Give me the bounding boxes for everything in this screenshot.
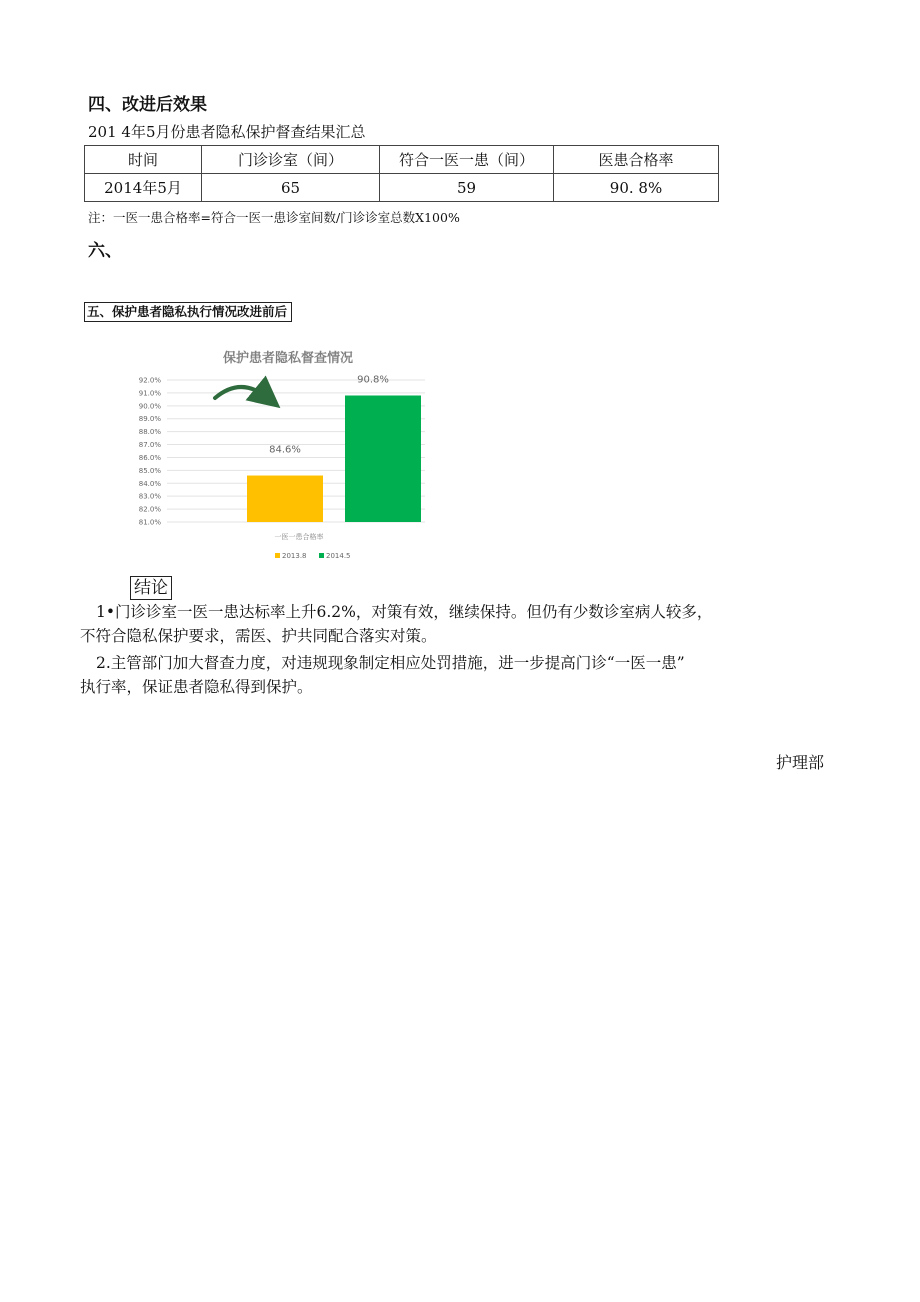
y-tick-label: 84.0% — [138, 479, 161, 488]
privacy-bar-chart — [125, 340, 445, 568]
conclusion-p1-line2: 不符合隐私保护要求，需医、护共同配合落实对策。 — [80, 627, 437, 645]
table-cell: 59 — [380, 174, 554, 202]
table-header-cell: 医患合格率 — [554, 146, 719, 174]
conclusion-p2-line1: 2.主管部门加大督查力度，对违规现象制定相应处罚措施，进一步提高门诊“一医一患” — [96, 654, 685, 672]
y-tick-label: 91.0% — [138, 389, 161, 398]
legend-swatch — [275, 553, 280, 558]
y-tick-label: 86.0% — [138, 453, 161, 462]
y-tick-label: 89.0% — [138, 415, 161, 424]
legend-swatch — [319, 553, 324, 558]
conclusion-paragraph-2 — [80, 651, 840, 699]
y-tick-label: 92.0% — [138, 376, 161, 385]
bar-2013.8 — [247, 476, 323, 522]
section-6-title: 六、 — [88, 241, 122, 261]
signature: 护理部 — [776, 753, 825, 772]
bar-2014.5 — [345, 395, 421, 522]
table-cell: 65 — [202, 174, 380, 202]
conclusion-paragraph-1 — [80, 600, 840, 648]
y-tick-label: 87.0% — [138, 441, 161, 450]
table-row — [85, 174, 719, 202]
section-5-title: 五、保护患者隐私执行情况改进前后 — [84, 302, 292, 322]
chart-bars — [247, 374, 421, 522]
table-note: 注：一医一患合格率=符合一医一患诊室间数/门诊诊室总数X100% — [88, 210, 460, 225]
y-tick-label: 82.0% — [138, 505, 161, 514]
table-cell: 90. 8% — [554, 174, 719, 202]
chart-legend — [275, 552, 351, 560]
table-header-cell: 符合一医一患（间） — [380, 146, 554, 174]
conclusion-p1-line1: 1•门诊诊室一医一患达标率上升6.2%，对策有效，继续保持。但仍有少数诊室病人较多， — [96, 603, 713, 621]
table-header-cell: 门诊诊室（间） — [202, 146, 380, 174]
conclusion-title: 结论 — [130, 576, 172, 600]
y-tick-label: 85.0% — [138, 466, 161, 475]
y-tick-label: 81.0% — [138, 518, 161, 527]
data-label: 90.8% — [357, 374, 389, 386]
y-tick-label: 83.0% — [138, 492, 161, 501]
conclusion-p2-line2: 执行率，保证患者隐私得到保护。 — [80, 678, 313, 696]
summary-table — [84, 145, 719, 202]
table-header-row — [85, 146, 719, 174]
table-header-cell: 时间 — [85, 146, 202, 174]
y-tick-label: 90.0% — [138, 402, 161, 411]
data-label: 84.6% — [269, 444, 301, 456]
legend-label: 2013.8 — [282, 552, 307, 560]
table-caption: 201 4年5月份患者隐私保护督查结果汇总 — [88, 123, 366, 141]
legend-label: 2014.5 — [326, 552, 351, 560]
section-4-title: 四、改进后效果 — [88, 95, 207, 115]
chart-title: 保护患者隐私督查情况 — [222, 351, 354, 366]
x-axis-label: 一医一患合格率 — [274, 533, 324, 541]
y-axis — [139, 377, 162, 527]
table-cell: 2014年5月 — [85, 174, 202, 202]
y-tick-label: 88.0% — [138, 428, 161, 437]
